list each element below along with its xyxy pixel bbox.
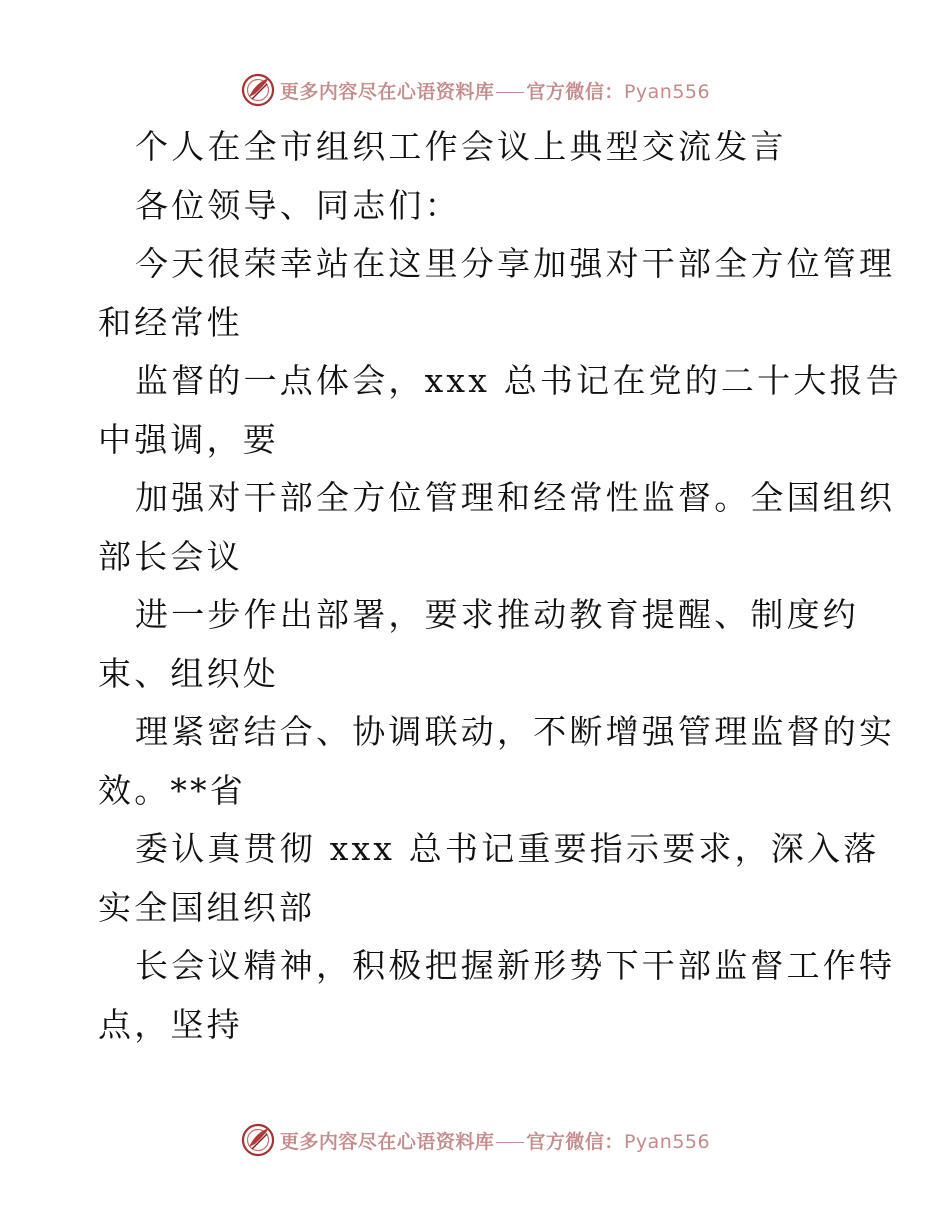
paragraph-line: 和经常性 [98,302,243,342]
watermark-text: 更多内容尽在心语资料库 官方微信：Pyan556 [279,80,711,103]
paragraph-line: 理紧密结合、协调联动，不断增强管理监督的实 [135,712,896,751]
paragraph-line: 实全国组织部 [98,887,316,927]
salutation: 各位领导、同志们： [135,185,461,225]
paragraph-line: 长会议精神，积极把握新形势下干部监督工作特 [135,946,896,985]
paragraph-line: 中强调，要 [98,419,279,459]
paragraph-line: 监督的一点体会，xxx 总书记在党的二十大报告 [135,361,902,400]
footer-watermark [0,1120,950,1160]
library-logo-icon [240,72,276,108]
paragraph-line: 委认真贯彻 xxx 总书记重要指示要求，深入落 [135,829,880,868]
library-logo-icon [240,1122,276,1158]
header-watermark [0,70,950,110]
document-title: 个人在全市组织工作会议上典型交流发言 [135,127,787,166]
paragraph-line: 部长会议 [98,536,243,576]
watermark-text: 更多内容尽在心语资料库 官方微信：Pyan556 [279,1130,711,1153]
wechat-id: Pyan556 [623,80,711,103]
paragraph-line: 加强对干部全方位管理和经常性监督。全国组织 [135,478,896,517]
watermark-dash [496,1142,524,1143]
watermark-dash [496,92,524,93]
wechat-id: Pyan556 [623,1130,711,1153]
paragraph-line: 点，坚持 [98,1004,243,1044]
paragraph-line: 束、组织处 [98,653,279,693]
paragraph-line: 进一步作出部署，要求推动教育提醒、制度约 [135,595,859,634]
paragraph-line: 效。**省 [98,770,246,810]
paragraph-line: 今天很荣幸站在这里分享加强对干部全方位管理 [135,244,896,283]
document-body [98,118,902,1054]
